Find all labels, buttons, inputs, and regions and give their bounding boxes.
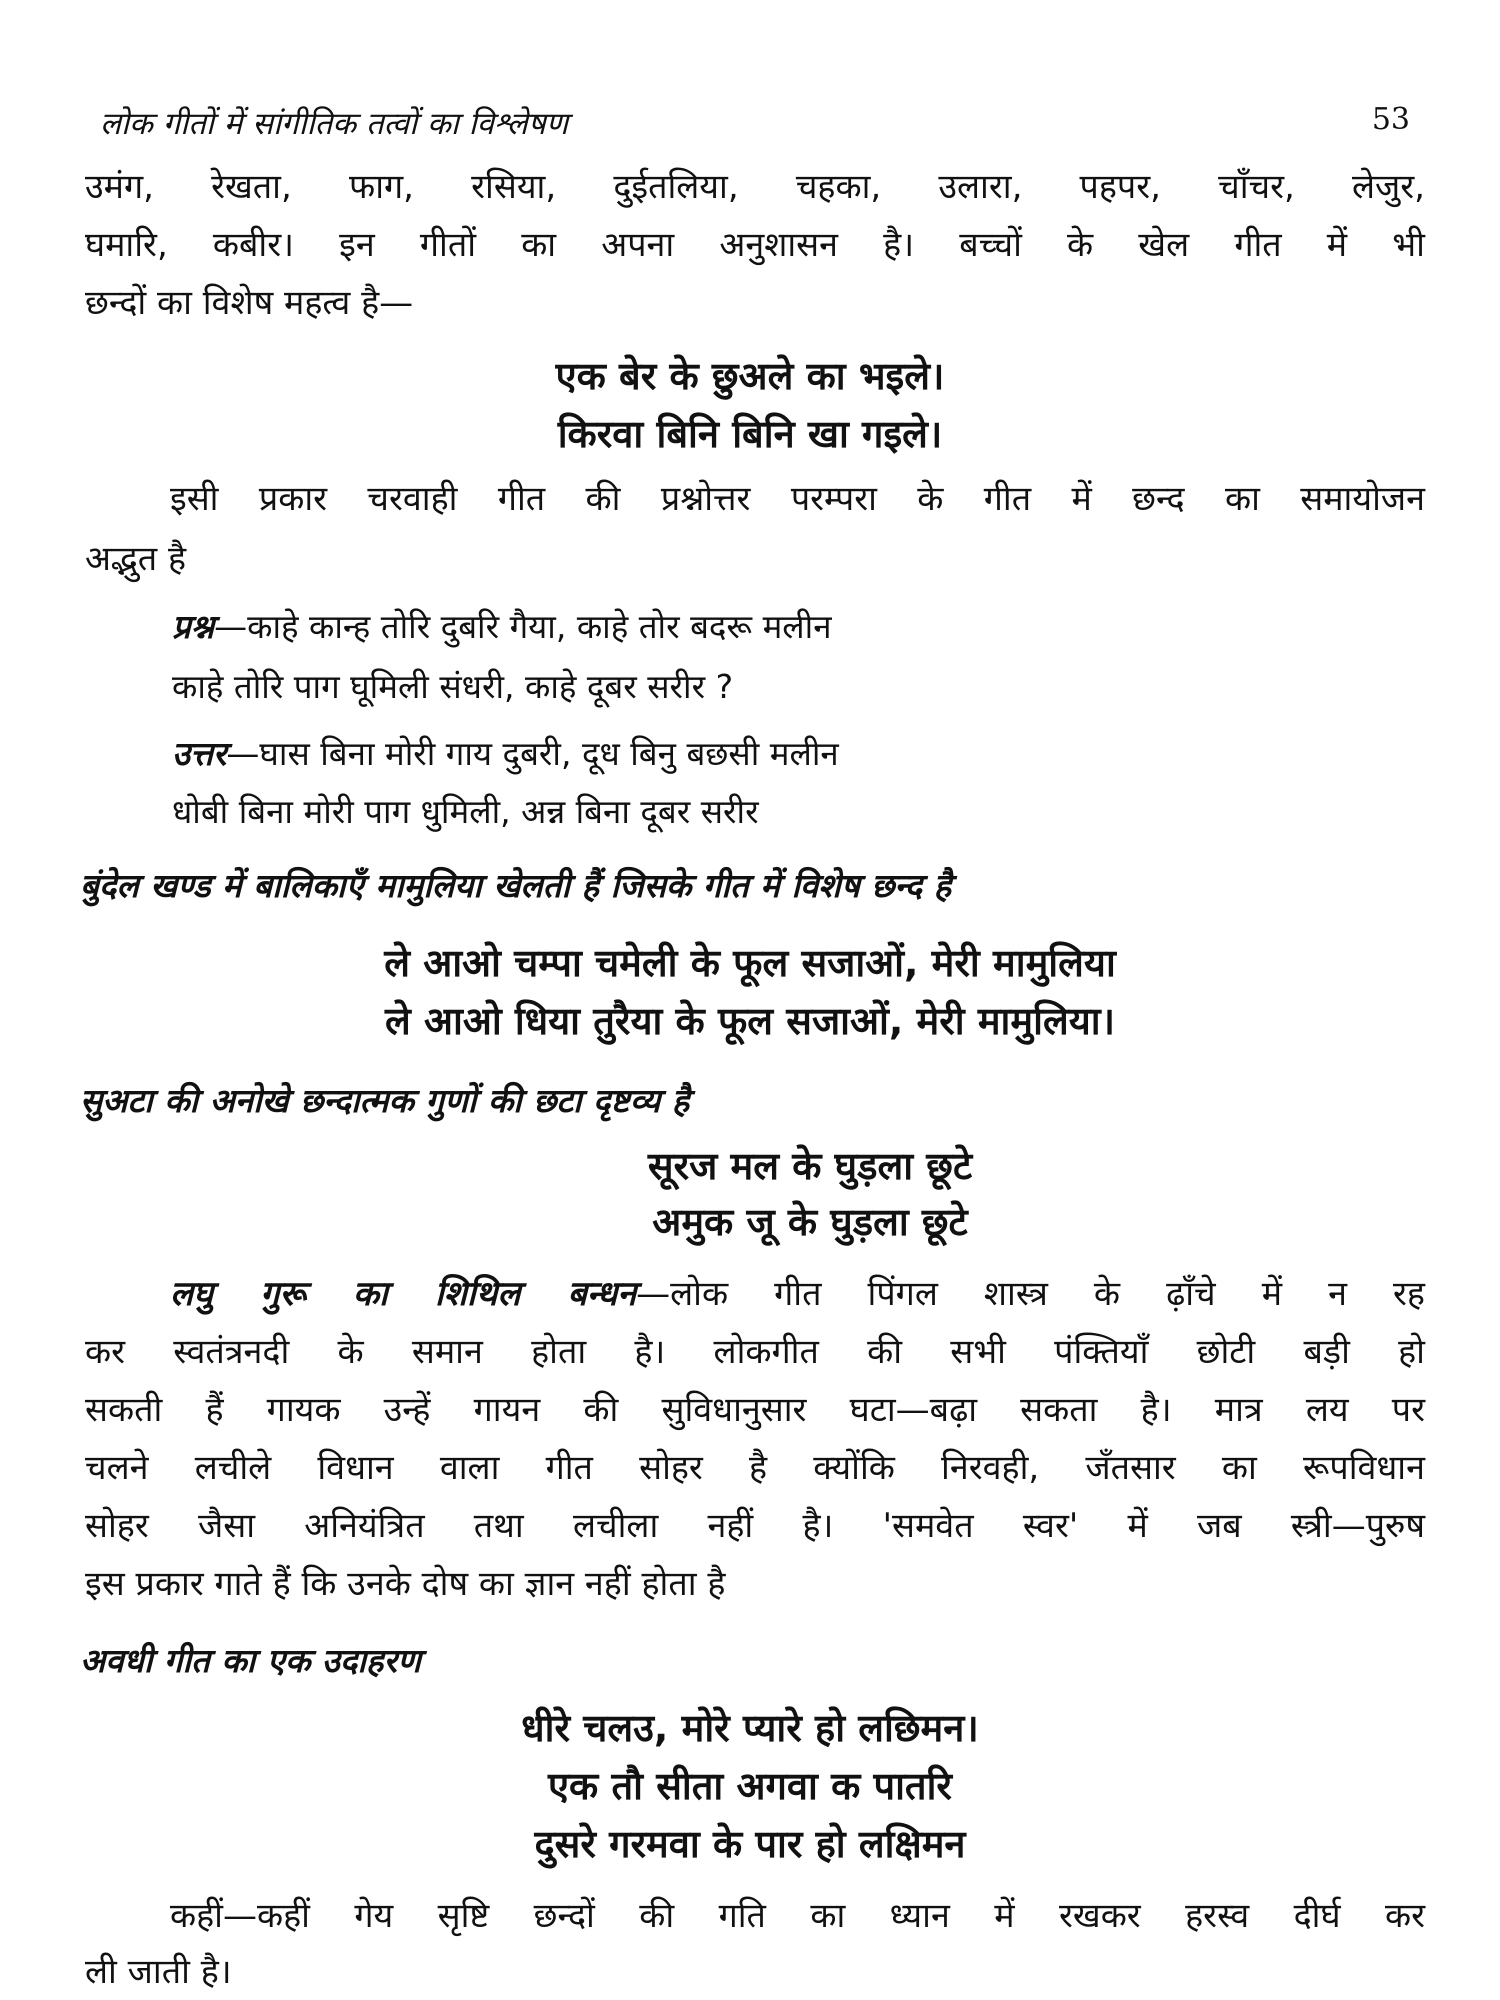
verse4-line1: धीरे चलउ, मोरे प्यारे हो लछिमन। — [521, 1706, 979, 1750]
para3-line6: इस प्रकार गाते हैं कि उनके दोष का ज्ञान नहीं होता है — [85, 1564, 726, 1604]
para3-line4: चलने लचीले विधान वाला गीत सोहर है क्योंकि निरवही, जँतसार का रूपविधान — [85, 1448, 1425, 1488]
section-heading-bundelkhand: बुंदेल खण्ड में बालिकाएँ मामुलिया खेलती हैं जिसके गीत में विशेष छन्द है — [80, 866, 952, 905]
answer-label: उत्तर — [172, 734, 227, 773]
para1-line1: उमंग, रेखता, फाग, रसिया, दुईतलिया, चहका, उलारा, पहपर, चाँचर, लेजुर, — [85, 167, 1425, 207]
para2-line1: इसी प्रकार चरवाही गीत की प्रश्नोत्तर परम्परा के गीत में छन्द का समायोजन — [170, 479, 1425, 519]
verse2-line1: ले आओ चम्पा चमेली के फूल सजाओं, मेरी मामुलिया — [384, 941, 1116, 985]
answer-line2: धोबी बिना मोरी पाग धुमिली, अन्न बिना दूबर सरीर — [172, 792, 759, 831]
page-number: 53 — [1371, 102, 1410, 137]
para4-line1: कहीं—कहीं गेय सृष्टि छन्दों की गति का ध्यान में रखकर हरस्व दीर्घ कर — [170, 1896, 1425, 1936]
para1-line2: घमारि, कबीर। इन गीतों का अपना अनुशासन है। बच्चों के खेल गीत में भी — [85, 225, 1425, 265]
para2-line2: अद्भुत है — [85, 539, 187, 579]
verse3-line2: अमुक जू के घुड़ला छूटे — [652, 1200, 968, 1244]
verse3-line1: सूरज मल के घुड़ला छूटे — [647, 1144, 973, 1188]
question-label: प्रश्न — [172, 607, 215, 646]
question-line2: काहे तोरि पाग घूमिली संधरी, काहे दूबर सरीर ? — [172, 667, 734, 706]
answer-text: —घास बिना मोरी गाय दुबरी, दूध बिनु बछसी मलीन — [226, 734, 839, 773]
verse1-line1: एक बेर के छुअले का भइले। — [555, 354, 945, 398]
verse4-line2: एक तौ सीता अगवा क पातरि — [548, 1764, 952, 1808]
para1-line3: छन्दों का विशेष महत्व है— — [85, 283, 414, 323]
para3-line1-text: —लोक गीत पिंगल शास्त्र के ढ़ाँचे में न रह — [636, 1274, 1425, 1314]
para3-line3: सकती हैं गायक उन्हें गायन की सुविधानुसार घटा—बढ़ा सकता है। मात्र लय पर — [85, 1390, 1425, 1430]
para3-line2: कर स्वतंत्रनदी के समान होता है। लोकगीत की सभी पंक्तियाँ छोटी बड़ी हो — [85, 1332, 1425, 1372]
para3-line5: सोहर जैसा अनियंत्रित तथा लचीला नहीं है। 'समवेत स्वर' में जब स्त्री—पुरुष — [85, 1506, 1425, 1546]
para3-line1 — [170, 1270, 1425, 1318]
para3-label: लघु गुरू का शिथिल बन्धन — [170, 1274, 637, 1314]
para4-line2: ली जाती है। — [85, 1952, 232, 1992]
section-heading-suata: सुअटा की अनोखे छन्दात्मक गुणों की छटा दृष्टव्य है — [80, 1081, 690, 1120]
verse1-line2: किरवा बिनि बिनि खा गइले। — [557, 412, 943, 456]
section-heading-awadhi: अवधी गीत का एक उदाहरण — [80, 1641, 421, 1680]
question-line1 — [172, 603, 832, 651]
answer-line1 — [172, 730, 839, 778]
page-header — [100, 102, 1410, 146]
verse4-line3: दुसरे गरमवा के पार हो लक्षिमन — [534, 1822, 966, 1866]
verse2-line2: ले आओ धिया तुरैया के फूल सजाओं, मेरी मामुलिया। — [384, 999, 1116, 1043]
running-title: लोक गीतों में सांगीतिक तत्वों का विश्लेषण — [100, 106, 569, 142]
question-text: —काहे कान्ह तोरि दुबरि गैया, काहे तोर बदरू मलीन — [214, 607, 832, 646]
